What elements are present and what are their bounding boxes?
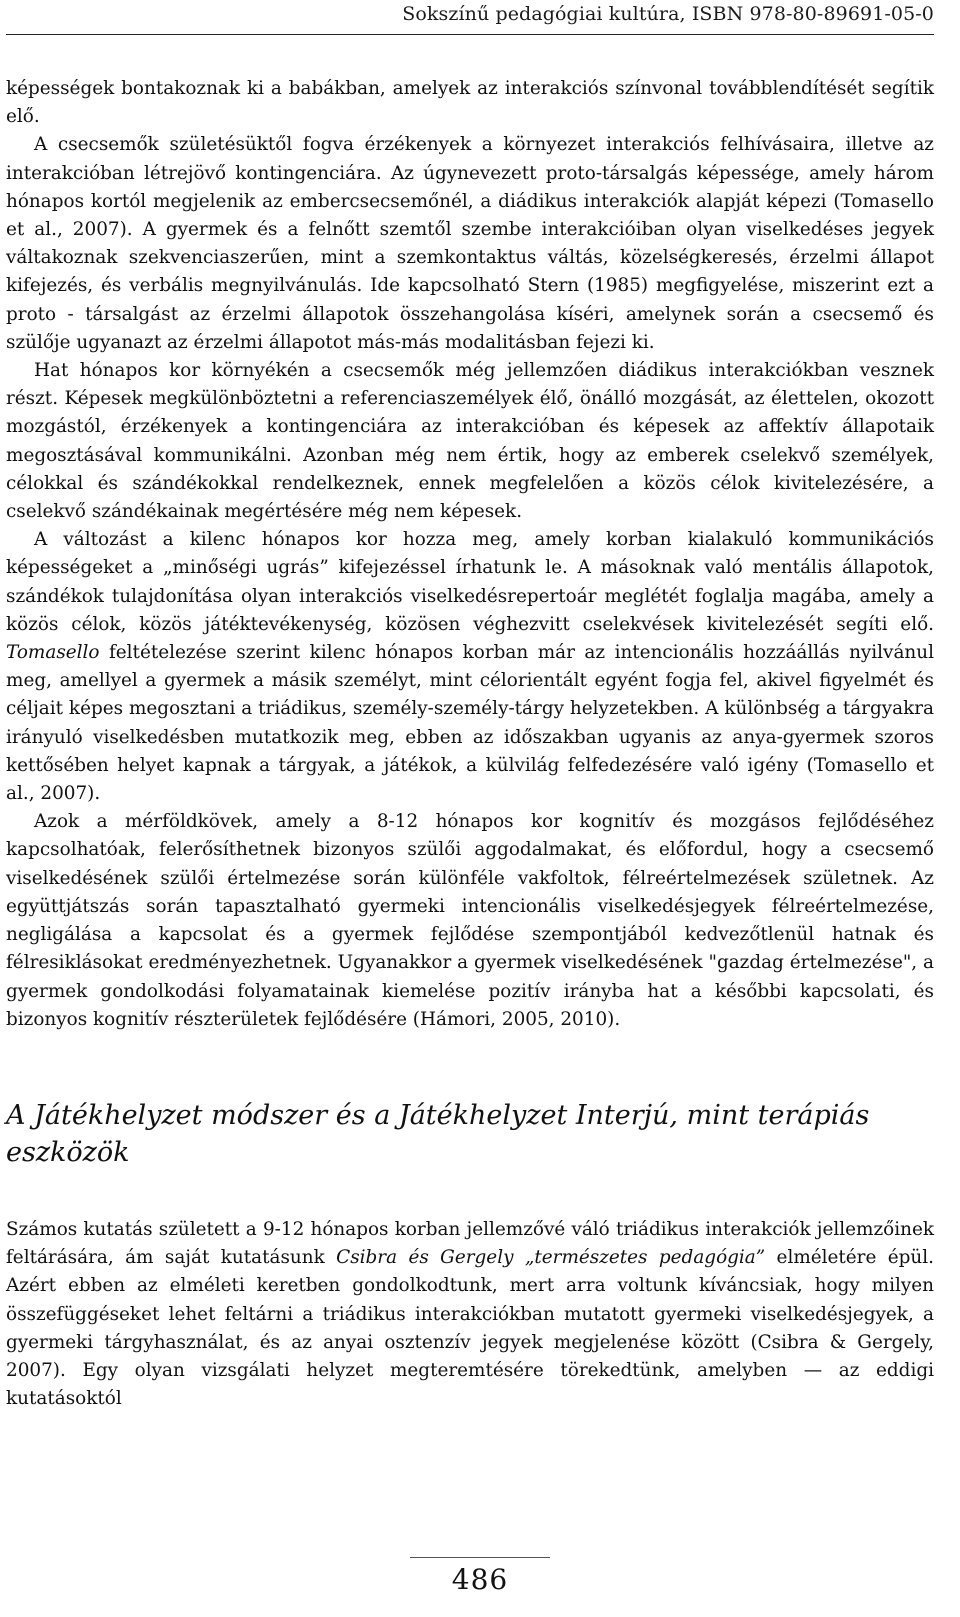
paragraph-4 <box>6 526 934 808</box>
section-body <box>6 1216 934 1413</box>
paragraph-4-emphasis: Tomasello <box>6 642 100 664</box>
section-heading: A Játékhelyzet módszer és a Játékhelyzet Interjú, mint terápiás eszközök <box>6 1099 870 1168</box>
section-paragraph-part-2: elméletére épül. Azért ebben az elméleti keretben gondolkodtunk, mert arra voltunk kíváncsiak, hogy milyen összefüggéseket lehet feltárni a triádikus interakciókban mutatott gyermeki viselkedésjegyek, a gyermeki tárgyhasználat, és az anyai osztenzív jegyek megjelenése között (Csibra & Gergely, 2007). Egy olyan vizsgálati helyzet megteremtésére törekedtünk, amelyben — az eddigi kutatásoktól <box>6 1247 934 1410</box>
page-footer <box>0 1557 960 1597</box>
running-header: Sokszínű pedagógiai kultúra, ISBN 978-80-89691-05-0 <box>402 3 934 25</box>
header-rule <box>6 34 934 35</box>
paragraph-1: képességek bontakoznak ki a babákban, amelyek az interakciós színvonal továbblendítését segítik elő. <box>6 78 934 128</box>
paragraph-4-part-2: feltételezése szerint kilenc hónapos korban már az intencionális hozzáállás nyilvánul meg, amellyel a gyermek a másik személyt, mint célorientált egyént fogja fel, akivel figyelmét és céljait képes megosztani a triádikus, személy-személy-tárgy helyzetekben. A különbség a tárgyakra irányuló viselkedésben mutatkozik meg, ebben az időszakban ugyanis az anya-gyermek szoros kettősében helyet kapnak a tárgyak, a játékok, a külvilág felfedezésére való igény (Tomasello et al., 2007). <box>6 642 934 805</box>
section-paragraph-part-1: Számos kutatás született a 9-12 hónapos korban jellemzővé váló triádikus interakciók jellemzőinek feltárására, ám saját kutatásunk <box>6 1218 934 1269</box>
paragraph-3: Hat hónapos kor környékén a csecsemők még jellemzően diádikus interakciókban vesznek részt. Képesek megkülönböztetni a referenciaszemélyek élő, önálló mozgását, az élettelen, okozott mozgástól, érzékenyek a kontingenciára az interakcióban és képesek az affektív állapotaik megosztásával kommunikálni. Azonban még nem értik, hogy az emberek cselekvő személyek, célokkal és szándékokkal rendelkeznek, ennek megfelelően a közös célok kivitelezésére, a cselekvő szándékainak megértésére még nem képesek. <box>6 360 934 523</box>
paragraph-5: Azok a mérföldkövek, amely a 8-12 hónapos kor kognitív és mozgásos fejlődéséhez kapcsolhatóak, felerősíthetnek bizonyos szülői aggodalmakat, és előfordul, hogy a csecsemő viselkedésének szülői értelmezése során különféle vakfoltok, félreértelmezések születnek. Az együttjátszás során tapasztalható gyermeki intencionális viselkedésjegyek félreértelmezése, negligálása a kapcsolat és a gyermek fejlődése szempontjából kedvezőtlenül hatnak és félresiklásokat eredményezhetnek. Ugyanakkor a gyermek viselkedésének "gazdag értelmezése", a gyermek gondolkodási folyamatainak kiemelése pozitív irányba hat a későbbi kapcsolati, és bizonyos kognitív részterületek fejlődésére (Hámori, 2005, 2010). <box>6 811 934 1030</box>
footer-rule <box>410 1557 550 1558</box>
paragraph-2: A csecsemők születésüktől fogva érzékenyek a környezet interakciós felhívásaira, illetve az interakcióban létrejövő kontingenciára. Az úgynevezett proto-társalgás képessége, amely három hónapos kortól megjelenik az embercsecsemőnél, a diádikus interakciók alapját képezi (Tomasello et al., 2007). A gyermek és a felnőtt szemtől szembe interakcióiban olyan viselkedéses jegyek váltakoznak szekvenciaszerűen, mint a szemkontaktus váltás, közelségkeresés, érzelmi állapot kifejezés, és verbális megnyilvánulás. Ide kapcsolható Stern (1985) megfigyelése, miszerint ezt a proto - társalgást az érzelmi állapotok összehangolása kíséri, amelynek során a csecsemő és szülője ugyanazt az érzelmi állapotot más-más modalitásban fejezi ki. <box>6 134 934 353</box>
section-paragraph-emphasis: Csibra és Gergely „természetes pedagógia” <box>336 1247 766 1269</box>
paragraph-4-part-1: A változást a kilenc hónapos kor hozza meg, amely korban kialakuló kommunikációs képességeket a „minőségi ugrás” kifejezéssel írhatunk le. A másoknak való mentális állapotok, szándékok tulajdonítása olyan interakciós viselkedésrepertoár meglétét foglalja magába, amely a közös célok, közös játéktevékenység, közösen véghezvitt cselekvések kivitelezését segíti elő. <box>6 529 934 635</box>
body-text <box>6 75 934 1034</box>
page-number: 486 <box>451 1563 509 1596</box>
section-paragraph <box>6 1216 934 1413</box>
